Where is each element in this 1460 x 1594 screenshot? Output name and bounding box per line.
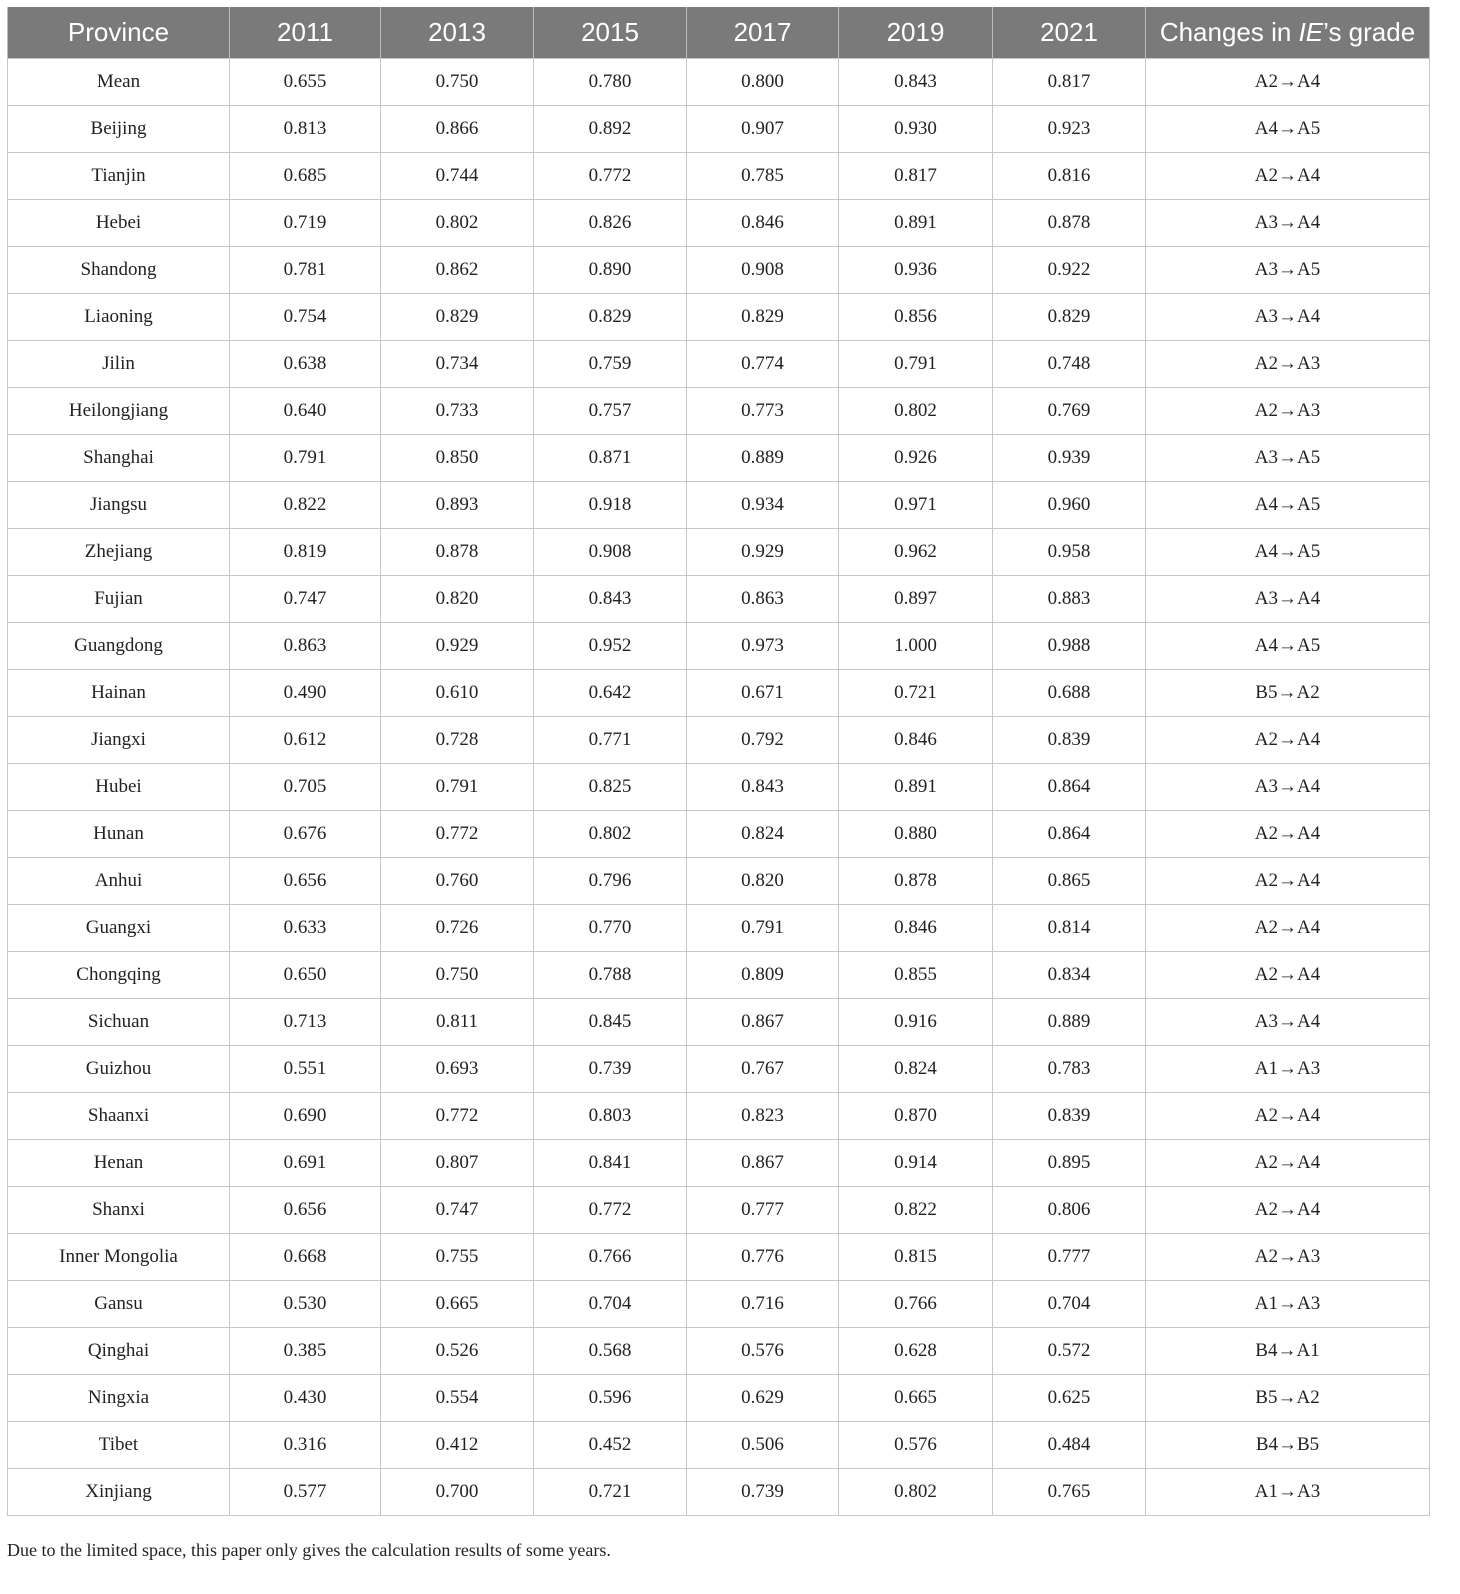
cell-value-2013: 0.610 <box>381 670 534 717</box>
table-row <box>8 952 1430 999</box>
cell-province: Tibet <box>8 1422 230 1469</box>
cell-value-2011: 0.713 <box>230 999 381 1046</box>
cell-province: Xinjiang <box>8 1469 230 1516</box>
cell-value-2015: 0.568 <box>534 1328 687 1375</box>
table-footnote: Due to the limited space, this paper only gives the calculation results of some years. <box>7 1540 611 1560</box>
table-row <box>8 529 1430 576</box>
cell-value-2015: 0.772 <box>534 1187 687 1234</box>
cell-value-2013: 0.791 <box>381 764 534 811</box>
cell-province: Shanxi <box>8 1187 230 1234</box>
cell-grade-change: A4→A5 <box>1146 482 1430 529</box>
cell-province: Guizhou <box>8 1046 230 1093</box>
cell-value-2017: 0.907 <box>687 106 839 153</box>
header-grade-prefix: Changes in <box>1159 17 1299 47</box>
cell-grade-change: A2→A3 <box>1146 1234 1430 1281</box>
cell-value-2011: 0.530 <box>230 1281 381 1328</box>
cell-value-2019: 0.930 <box>839 106 993 153</box>
cell-province: Ningxia <box>8 1375 230 1422</box>
cell-value-2015: 0.596 <box>534 1375 687 1422</box>
cell-value-2011: 0.754 <box>230 294 381 341</box>
cell-value-2013: 0.726 <box>381 905 534 952</box>
cell-value-2015: 0.908 <box>534 529 687 576</box>
cell-value-2013: 0.829 <box>381 294 534 341</box>
cell-value-2015: 0.452 <box>534 1422 687 1469</box>
cell-value-2021: 0.704 <box>993 1281 1146 1328</box>
cell-value-2019: 0.870 <box>839 1093 993 1140</box>
cell-value-2015: 0.788 <box>534 952 687 999</box>
cell-value-2017: 0.908 <box>687 247 839 294</box>
cell-value-2019: 0.817 <box>839 153 993 200</box>
cell-value-2011: 0.656 <box>230 1187 381 1234</box>
cell-value-2019: 0.802 <box>839 388 993 435</box>
table-row <box>8 858 1430 905</box>
cell-grade-change: A3→A5 <box>1146 247 1430 294</box>
cell-value-2021: 0.883 <box>993 576 1146 623</box>
cell-province: Tianjin <box>8 153 230 200</box>
cell-value-2017: 0.809 <box>687 952 839 999</box>
cell-value-2015: 0.890 <box>534 247 687 294</box>
cell-province: Guangxi <box>8 905 230 952</box>
cell-value-2013: 0.850 <box>381 435 534 482</box>
cell-value-2011: 0.822 <box>230 482 381 529</box>
cell-value-2013: 0.747 <box>381 1187 534 1234</box>
cell-grade-change: B5→A2 <box>1146 1375 1430 1422</box>
cell-value-2021: 0.865 <box>993 858 1146 905</box>
cell-value-2019: 0.846 <box>839 905 993 952</box>
cell-value-2011: 0.819 <box>230 529 381 576</box>
cell-value-2015: 0.892 <box>534 106 687 153</box>
cell-value-2017: 0.774 <box>687 341 839 388</box>
cell-value-2015: 0.843 <box>534 576 687 623</box>
table-row <box>8 1375 1430 1422</box>
results-table <box>7 7 1430 1516</box>
cell-grade-change: A3→A4 <box>1146 294 1430 341</box>
table-row <box>8 1140 1430 1187</box>
table-row <box>8 106 1430 153</box>
cell-value-2011: 0.638 <box>230 341 381 388</box>
cell-value-2021: 0.834 <box>993 952 1146 999</box>
cell-value-2021: 0.988 <box>993 623 1146 670</box>
cell-value-2015: 0.871 <box>534 435 687 482</box>
cell-value-2017: 0.863 <box>687 576 839 623</box>
cell-value-2011: 0.863 <box>230 623 381 670</box>
cell-value-2019: 0.891 <box>839 764 993 811</box>
cell-value-2021: 0.572 <box>993 1328 1146 1375</box>
cell-value-2015: 0.757 <box>534 388 687 435</box>
table-row <box>8 153 1430 200</box>
header-2021: 2021 <box>993 7 1146 59</box>
cell-value-2011: 0.690 <box>230 1093 381 1140</box>
table-row <box>8 482 1430 529</box>
cell-value-2019: 0.936 <box>839 247 993 294</box>
cell-province: Hebei <box>8 200 230 247</box>
cell-province: Jiangxi <box>8 717 230 764</box>
cell-grade-change: B4→A1 <box>1146 1328 1430 1375</box>
cell-value-2011: 0.719 <box>230 200 381 247</box>
cell-value-2015: 0.759 <box>534 341 687 388</box>
table-row <box>8 1469 1430 1516</box>
header-row <box>8 7 1430 59</box>
table-row <box>8 1093 1430 1140</box>
cell-value-2013: 0.554 <box>381 1375 534 1422</box>
header-grade-suffix: ’s grade <box>1323 17 1416 47</box>
cell-value-2017: 0.785 <box>687 153 839 200</box>
cell-value-2013: 0.750 <box>381 59 534 106</box>
cell-grade-change: A2→A4 <box>1146 905 1430 952</box>
cell-value-2021: 0.839 <box>993 717 1146 764</box>
cell-grade-change: A2→A4 <box>1146 717 1430 764</box>
cell-value-2011: 0.685 <box>230 153 381 200</box>
cell-value-2019: 0.843 <box>839 59 993 106</box>
cell-value-2017: 0.867 <box>687 1140 839 1187</box>
cell-value-2011: 0.577 <box>230 1469 381 1516</box>
cell-value-2017: 0.777 <box>687 1187 839 1234</box>
cell-value-2015: 0.796 <box>534 858 687 905</box>
cell-value-2017: 0.506 <box>687 1422 839 1469</box>
cell-grade-change: A3→A5 <box>1146 435 1430 482</box>
cell-value-2019: 0.878 <box>839 858 993 905</box>
cell-province: Hunan <box>8 811 230 858</box>
cell-value-2013: 0.760 <box>381 858 534 905</box>
header-province: Province <box>8 7 230 59</box>
cell-value-2021: 0.783 <box>993 1046 1146 1093</box>
cell-value-2017: 0.929 <box>687 529 839 576</box>
cell-value-2015: 0.770 <box>534 905 687 952</box>
cell-value-2015: 0.952 <box>534 623 687 670</box>
cell-value-2019: 0.971 <box>839 482 993 529</box>
table-row <box>8 1281 1430 1328</box>
cell-value-2019: 0.855 <box>839 952 993 999</box>
cell-province: Jilin <box>8 341 230 388</box>
cell-value-2013: 0.733 <box>381 388 534 435</box>
table-row <box>8 1187 1430 1234</box>
table-row <box>8 435 1430 482</box>
cell-value-2011: 0.385 <box>230 1328 381 1375</box>
cell-value-2013: 0.665 <box>381 1281 534 1328</box>
table-row <box>8 200 1430 247</box>
cell-value-2019: 0.880 <box>839 811 993 858</box>
cell-value-2013: 0.693 <box>381 1046 534 1093</box>
cell-value-2019: 0.576 <box>839 1422 993 1469</box>
cell-value-2017: 0.776 <box>687 1234 839 1281</box>
cell-value-2017: 0.829 <box>687 294 839 341</box>
cell-value-2013: 0.772 <box>381 811 534 858</box>
cell-value-2021: 0.895 <box>993 1140 1146 1187</box>
cell-value-2013: 0.893 <box>381 482 534 529</box>
cell-value-2021: 0.960 <box>993 482 1146 529</box>
header-2019: 2019 <box>839 7 993 59</box>
table-row <box>8 811 1430 858</box>
header-grade-italic: IE <box>1298 17 1324 47</box>
cell-value-2011: 0.430 <box>230 1375 381 1422</box>
cell-province: Beijing <box>8 106 230 153</box>
cell-value-2021: 0.765 <box>993 1469 1146 1516</box>
cell-value-2021: 0.939 <box>993 435 1146 482</box>
cell-grade-change: A4→A5 <box>1146 529 1430 576</box>
cell-grade-change: B5→A2 <box>1146 670 1430 717</box>
cell-province: Qinghai <box>8 1328 230 1375</box>
cell-value-2019: 0.846 <box>839 717 993 764</box>
cell-province: Inner Mongolia <box>8 1234 230 1281</box>
cell-value-2019: 0.891 <box>839 200 993 247</box>
cell-value-2019: 0.791 <box>839 341 993 388</box>
cell-value-2011: 0.781 <box>230 247 381 294</box>
cell-value-2015: 0.704 <box>534 1281 687 1328</box>
cell-grade-change: A2→A4 <box>1146 1140 1430 1187</box>
cell-grade-change: A2→A4 <box>1146 1093 1430 1140</box>
cell-value-2015: 0.721 <box>534 1469 687 1516</box>
cell-value-2015: 0.918 <box>534 482 687 529</box>
cell-value-2013: 0.772 <box>381 1093 534 1140</box>
cell-value-2013: 0.866 <box>381 106 534 153</box>
cell-value-2011: 0.633 <box>230 905 381 952</box>
cell-province: Chongqing <box>8 952 230 999</box>
cell-value-2021: 0.817 <box>993 59 1146 106</box>
cell-province: Heilongjiang <box>8 388 230 435</box>
cell-value-2011: 0.640 <box>230 388 381 435</box>
cell-value-2017: 0.629 <box>687 1375 839 1422</box>
cell-province: Anhui <box>8 858 230 905</box>
cell-value-2021: 0.839 <box>993 1093 1146 1140</box>
table-row <box>8 905 1430 952</box>
table-row <box>8 1328 1430 1375</box>
cell-value-2021: 0.814 <box>993 905 1146 952</box>
cell-value-2019: 0.721 <box>839 670 993 717</box>
cell-province: Hubei <box>8 764 230 811</box>
cell-value-2017: 0.867 <box>687 999 839 1046</box>
cell-value-2011: 0.551 <box>230 1046 381 1093</box>
cell-value-2013: 0.755 <box>381 1234 534 1281</box>
cell-value-2011: 0.791 <box>230 435 381 482</box>
cell-province: Jiangsu <box>8 482 230 529</box>
cell-value-2015: 0.825 <box>534 764 687 811</box>
cell-value-2019: 0.856 <box>839 294 993 341</box>
cell-value-2011: 0.650 <box>230 952 381 999</box>
cell-value-2019: 0.916 <box>839 999 993 1046</box>
cell-value-2021: 0.889 <box>993 999 1146 1046</box>
cell-value-2021: 0.769 <box>993 388 1146 435</box>
cell-value-2013: 0.750 <box>381 952 534 999</box>
cell-value-2011: 0.747 <box>230 576 381 623</box>
cell-value-2017: 0.671 <box>687 670 839 717</box>
cell-value-2015: 0.642 <box>534 670 687 717</box>
cell-grade-change: A3→A4 <box>1146 764 1430 811</box>
cell-value-2013: 0.807 <box>381 1140 534 1187</box>
cell-value-2017: 0.973 <box>687 623 839 670</box>
cell-value-2011: 0.316 <box>230 1422 381 1469</box>
cell-value-2017: 0.716 <box>687 1281 839 1328</box>
cell-value-2021: 0.878 <box>993 200 1146 247</box>
cell-value-2019: 0.766 <box>839 1281 993 1328</box>
cell-province: Mean <box>8 59 230 106</box>
cell-value-2013: 0.412 <box>381 1422 534 1469</box>
cell-value-2019: 0.962 <box>839 529 993 576</box>
cell-value-2011: 0.813 <box>230 106 381 153</box>
cell-value-2019: 0.665 <box>839 1375 993 1422</box>
cell-value-2011: 0.655 <box>230 59 381 106</box>
cell-value-2015: 0.766 <box>534 1234 687 1281</box>
cell-grade-change: A4→A5 <box>1146 623 1430 670</box>
cell-value-2021: 0.625 <box>993 1375 1146 1422</box>
cell-value-2013: 0.700 <box>381 1469 534 1516</box>
cell-value-2017: 0.791 <box>687 905 839 952</box>
cell-value-2019: 0.815 <box>839 1234 993 1281</box>
cell-province: Shaanxi <box>8 1093 230 1140</box>
cell-value-2015: 0.771 <box>534 717 687 764</box>
cell-value-2015: 0.845 <box>534 999 687 1046</box>
cell-province: Zhejiang <box>8 529 230 576</box>
cell-grade-change: A2→A4 <box>1146 153 1430 200</box>
table-row <box>8 717 1430 764</box>
cell-value-2021: 0.806 <box>993 1187 1146 1234</box>
cell-value-2013: 0.878 <box>381 529 534 576</box>
cell-value-2017: 0.824 <box>687 811 839 858</box>
cell-value-2017: 0.934 <box>687 482 839 529</box>
cell-province: Fujian <box>8 576 230 623</box>
cell-value-2021: 0.777 <box>993 1234 1146 1281</box>
cell-province: Guangdong <box>8 623 230 670</box>
cell-grade-change: A3→A4 <box>1146 999 1430 1046</box>
cell-province: Sichuan <box>8 999 230 1046</box>
cell-value-2017: 0.739 <box>687 1469 839 1516</box>
table-header <box>8 7 1430 59</box>
cell-value-2019: 0.628 <box>839 1328 993 1375</box>
cell-value-2021: 0.958 <box>993 529 1146 576</box>
table-row <box>8 388 1430 435</box>
cell-province: Henan <box>8 1140 230 1187</box>
cell-value-2011: 0.691 <box>230 1140 381 1187</box>
cell-value-2011: 0.668 <box>230 1234 381 1281</box>
cell-value-2017: 0.792 <box>687 717 839 764</box>
cell-value-2011: 0.656 <box>230 858 381 905</box>
cell-value-2021: 0.864 <box>993 764 1146 811</box>
cell-value-2017: 0.843 <box>687 764 839 811</box>
cell-value-2013: 0.734 <box>381 341 534 388</box>
cell-value-2011: 0.490 <box>230 670 381 717</box>
cell-value-2019: 0.824 <box>839 1046 993 1093</box>
table-row <box>8 670 1430 717</box>
cell-grade-change: A2→A3 <box>1146 388 1430 435</box>
cell-value-2015: 0.802 <box>534 811 687 858</box>
cell-grade-change: B4→B5 <box>1146 1422 1430 1469</box>
cell-value-2013: 0.744 <box>381 153 534 200</box>
header-2011: 2011 <box>230 7 381 59</box>
cell-value-2015: 0.803 <box>534 1093 687 1140</box>
cell-grade-change: A2→A4 <box>1146 811 1430 858</box>
cell-value-2017: 0.767 <box>687 1046 839 1093</box>
cell-value-2013: 0.820 <box>381 576 534 623</box>
cell-value-2021: 0.484 <box>993 1422 1146 1469</box>
cell-grade-change: A3→A4 <box>1146 200 1430 247</box>
cell-grade-change: A2→A3 <box>1146 341 1430 388</box>
cell-province: Hainan <box>8 670 230 717</box>
cell-value-2017: 0.823 <box>687 1093 839 1140</box>
cell-value-2015: 0.739 <box>534 1046 687 1093</box>
cell-value-2021: 0.688 <box>993 670 1146 717</box>
cell-value-2017: 0.800 <box>687 59 839 106</box>
cell-value-2019: 0.822 <box>839 1187 993 1234</box>
cell-grade-change: A4→A5 <box>1146 106 1430 153</box>
table-row <box>8 999 1430 1046</box>
cell-value-2021: 0.829 <box>993 294 1146 341</box>
cell-value-2019: 0.914 <box>839 1140 993 1187</box>
cell-value-2019: 0.926 <box>839 435 993 482</box>
cell-value-2011: 0.705 <box>230 764 381 811</box>
table-row <box>8 1422 1430 1469</box>
cell-value-2019: 0.897 <box>839 576 993 623</box>
cell-value-2021: 0.816 <box>993 153 1146 200</box>
cell-value-2017: 0.846 <box>687 200 839 247</box>
table-row <box>8 247 1430 294</box>
header-2013: 2013 <box>381 7 534 59</box>
cell-province: Gansu <box>8 1281 230 1328</box>
cell-value-2013: 0.802 <box>381 200 534 247</box>
cell-grade-change: A2→A4 <box>1146 952 1430 999</box>
cell-value-2021: 0.923 <box>993 106 1146 153</box>
cell-value-2017: 0.889 <box>687 435 839 482</box>
header-2017: 2017 <box>687 7 839 59</box>
cell-grade-change: A2→A4 <box>1146 858 1430 905</box>
cell-value-2017: 0.773 <box>687 388 839 435</box>
cell-grade-change: A3→A4 <box>1146 576 1430 623</box>
cell-value-2015: 0.826 <box>534 200 687 247</box>
cell-value-2021: 0.748 <box>993 341 1146 388</box>
cell-value-2017: 0.820 <box>687 858 839 905</box>
table-row <box>8 576 1430 623</box>
cell-grade-change: A2→A4 <box>1146 59 1430 106</box>
table-row <box>8 294 1430 341</box>
cell-province: Shandong <box>8 247 230 294</box>
table-row <box>8 623 1430 670</box>
cell-grade-change: A1→A3 <box>1146 1046 1430 1093</box>
table-row <box>8 59 1430 106</box>
cell-value-2019: 1.000 <box>839 623 993 670</box>
cell-value-2011: 0.612 <box>230 717 381 764</box>
cell-value-2017: 0.576 <box>687 1328 839 1375</box>
cell-value-2015: 0.780 <box>534 59 687 106</box>
cell-value-2013: 0.929 <box>381 623 534 670</box>
cell-grade-change: A1→A3 <box>1146 1469 1430 1516</box>
cell-value-2013: 0.862 <box>381 247 534 294</box>
header-grade-change <box>1146 7 1430 59</box>
header-2015: 2015 <box>534 7 687 59</box>
cell-grade-change: A1→A3 <box>1146 1281 1430 1328</box>
cell-grade-change: A2→A4 <box>1146 1187 1430 1234</box>
cell-value-2015: 0.841 <box>534 1140 687 1187</box>
table-row <box>8 1234 1430 1281</box>
cell-value-2021: 0.922 <box>993 247 1146 294</box>
table-row <box>8 341 1430 388</box>
cell-province: Liaoning <box>8 294 230 341</box>
cell-value-2011: 0.676 <box>230 811 381 858</box>
table-body <box>8 59 1430 1516</box>
cell-value-2013: 0.728 <box>381 717 534 764</box>
cell-value-2021: 0.864 <box>993 811 1146 858</box>
cell-value-2015: 0.772 <box>534 153 687 200</box>
table-row <box>8 764 1430 811</box>
cell-value-2015: 0.829 <box>534 294 687 341</box>
cell-value-2013: 0.811 <box>381 999 534 1046</box>
cell-value-2013: 0.526 <box>381 1328 534 1375</box>
table-row <box>8 1046 1430 1093</box>
cell-province: Shanghai <box>8 435 230 482</box>
cell-value-2019: 0.802 <box>839 1469 993 1516</box>
